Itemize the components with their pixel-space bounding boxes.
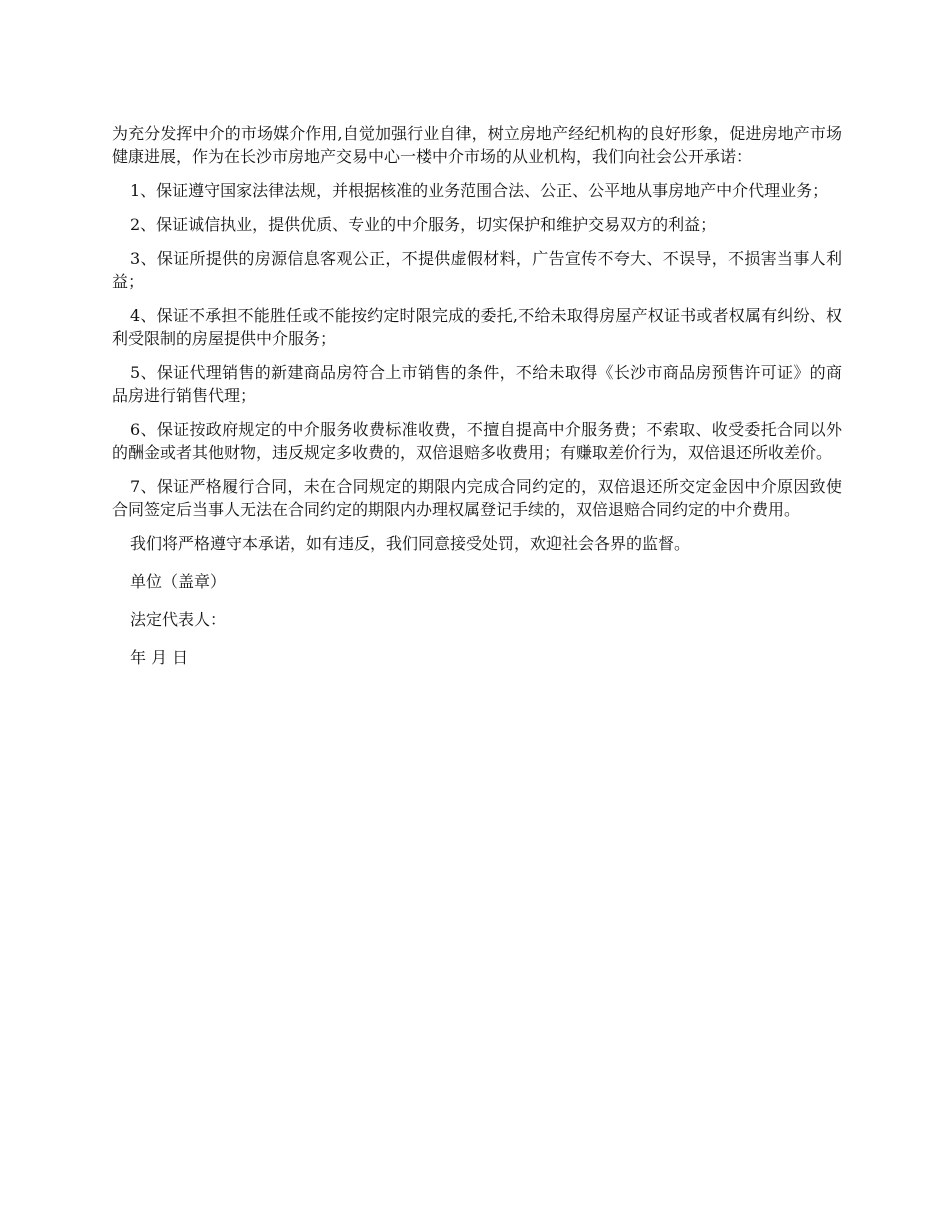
date-label: 年 月 日 <box>130 648 189 667</box>
unit-seal-label: 单位（盖章） <box>130 572 227 591</box>
commitment-item-4: 4、保证不承担不能胜任或不能按约定时限完成的委托,不给未取得房屋产权证书或者权属有纠纷、权利受限制的房屋提供中介服务； <box>112 306 842 348</box>
intro-paragraph: 为充分发挥中介的市场媒介作用,自觉加强行业自律，树立房地产经纪机构的良好形象，促进房地产市场健康进展，作为在长沙市房地产交易中心一楼中介市场的从业机构，我们向社会公开承诺： <box>112 124 842 166</box>
legal-representative-label: 法定代表人： <box>130 610 227 629</box>
commitment-list <box>112 179 842 521</box>
commitment-item-7: 7、保证严格履行合同，未在合同规定的期限内完成合同约定的，双倍退还所交定金因中介原因致使合同签定后当事人无法在合同约定的期限内办理权属登记手续的，双倍退赔合同约定的中介费用。 <box>112 477 842 519</box>
commitment-item-6: 6、保证按政府规定的中介服务收费标准收费，不擅自提高中介服务费；不索取、收受委托合同以外的酬金或者其他财物，违反规定多收费的，双倍退赔多收费用；有赚取差价行为，双倍退还所收差价。 <box>112 420 842 462</box>
closing-section <box>112 532 842 669</box>
commitment-item-5: 5、保证代理销售的新建商品房符合上市销售的条件，不给未取得《长沙市商品房预售许可证》的商品房进行销售代理； <box>112 363 842 405</box>
closing-statement: 我们将严格遵守本承诺，如有违反，我们同意接受处罚，欢迎社会各界的监督。 <box>130 534 691 553</box>
document-body <box>112 122 842 684</box>
commitment-item-2: 2、保证诚信执业，提供优质、专业的中介服务，切实保护和维护交易双方的利益； <box>130 215 717 234</box>
commitment-item-3: 3、保证所提供的房源信息客观公正，不提供虚假材料，广告宣传不夸大、不误导，不损害当事人利益； <box>112 249 842 291</box>
commitment-item-1: 1、保证遵守国家法律法规，并根据核准的业务范围合法、公正、公平地从事房地产中介代理业务； <box>130 181 829 200</box>
